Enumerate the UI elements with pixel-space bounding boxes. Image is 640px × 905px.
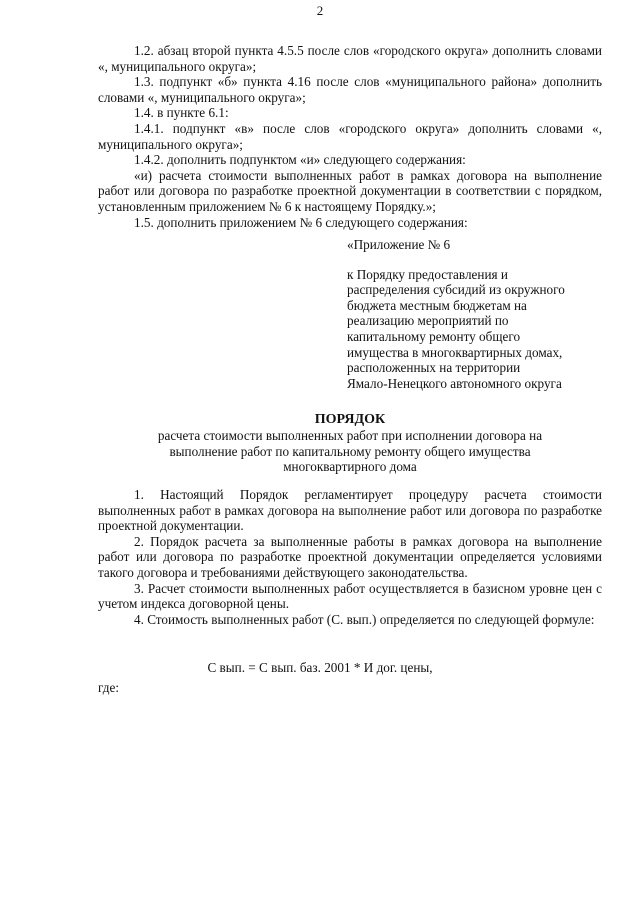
- points-block: [98, 487, 602, 627]
- amendment-item: 1.4.1. подпункт «в» после слов «городского округа» дополнить словами «, муниципального округа»;: [98, 120, 602, 152]
- annex-heading: «Приложение № 6: [347, 237, 451, 252]
- annex-line: к Порядку предоставления и: [347, 266, 508, 282]
- formula: С вып. = С вып. баз. 2001 * И дог. цены,: [207, 660, 433, 675]
- page-number: 2: [316, 3, 324, 18]
- amendment-item: 1.4. в пункте 6.1:: [134, 105, 229, 121]
- document-title: ПОРЯДОК: [314, 412, 386, 427]
- annex-line: распределения субсидий из окружного: [347, 282, 565, 298]
- annex-line: бюджета местным бюджетам на: [347, 297, 527, 313]
- subtitle-line: расчета стоимости выполненных работ при исполнении договора на: [157, 428, 543, 443]
- subtitle-line: многоквартирного дома: [283, 459, 417, 475]
- where-label: где:: [98, 680, 119, 695]
- annex-line: капитальному ремонту общего: [347, 328, 521, 344]
- amendment-item: «и) расчета стоимости выполненных работ в рамках договора на выполнение работ или договора по разработке проектной документации в соответствии с порядком, установленным приложением № 6 к настоящему Порядку.»;: [98, 167, 602, 214]
- annex-line: имущества в многоквартирных домах,: [347, 344, 563, 360]
- annex-block: [347, 237, 597, 391]
- amendment-item: 1.3. подпункт «б» пункта 4.16 после слов «муниципального района» дополнить словами «, муниципального округа»;: [98, 74, 602, 105]
- amendment-item: 1.5. дополнить приложением № 6 следующего содержания:: [134, 214, 468, 230]
- amendment-item: 1.4.2. дополнить подпунктом «и» следующего содержания:: [134, 152, 466, 168]
- annex-line: расположенных на территории: [347, 360, 521, 376]
- point-item: 4. Стоимость выполненных работ (С. вып.) определяется по следующей формуле:: [134, 611, 595, 627]
- annex-line: реализацию мероприятий по: [347, 313, 509, 329]
- document-subtitle: [128, 428, 572, 475]
- amendment-item: 1.2. абзац второй пункта 4.5.5 после слов «городского округа» дополнить словами «, муниципального округа»;: [98, 43, 602, 74]
- point-item: 3. Расчет стоимости выполненных работ осуществляется в базисном уровне цен с учетом индекса договорной цены.: [98, 580, 602, 612]
- point-item: 2. Порядок расчета за выполненные работы в рамках договора на выполнение работ или договора по разработке проектной документации определяется условиями такого договора и требованиями действующего законодательства.: [98, 533, 602, 580]
- amendments-block: [98, 43, 602, 230]
- point-item: 1. Настоящий Порядок регламентирует процедуру расчета стоимости выполненных работ в рамках договора на выполнение работ или договора по разработке проектной документации.: [98, 487, 602, 534]
- subtitle-line: выполнение работ по капитальному ремонту общего имущества: [169, 443, 531, 459]
- annex-line: Ямало-Ненецкого автономного округа: [347, 375, 562, 391]
